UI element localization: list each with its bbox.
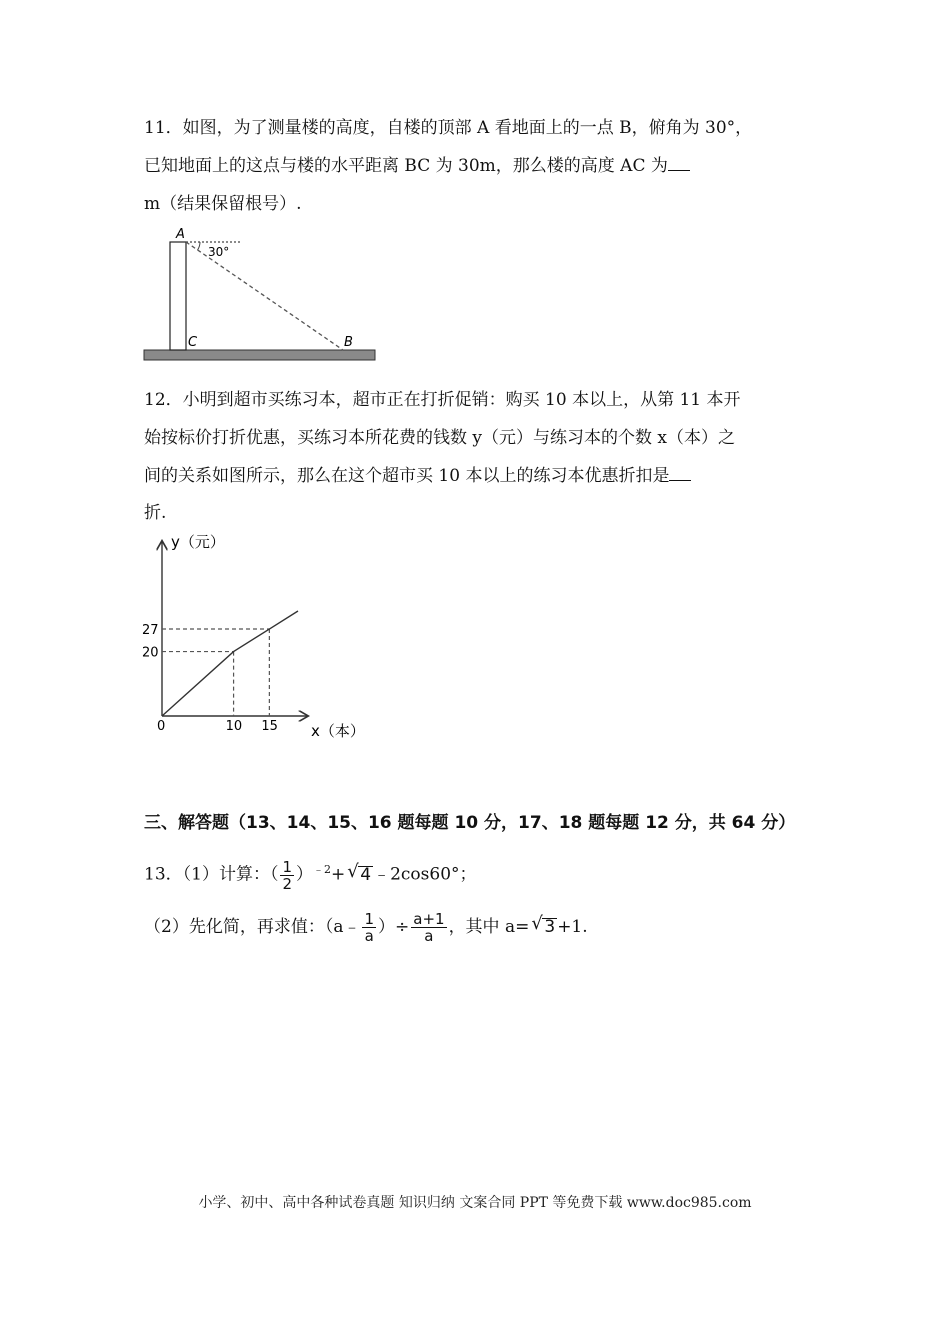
label-a: A: [176, 227, 185, 242]
q12-answer-blank: [669, 466, 691, 481]
q13-part1: 13．（1）计算：（ $\frac{1}{2}$ ）$^{﹣2}$+ √ 4 ﹣2cos60°；: [144, 850, 477, 890]
building-rect: [170, 242, 186, 350]
y-tick-label-1: 27: [142, 623, 159, 639]
y-tick-label-0: 20: [142, 645, 159, 661]
ground-bar: [144, 350, 375, 360]
label-b: B: [344, 335, 353, 350]
label-c: C: [188, 335, 198, 350]
section-3-title: 三、解答题（13、14、15、16 题每题 10 分，17、18 题每题 12 分，共 64 分）: [144, 813, 796, 833]
fraction-one-half: $\frac{1}{2}$: [282, 857, 292, 893]
fraction-one-over-a: $\frac{1}{a}$: [364, 910, 374, 945]
origin-label: 0: [157, 719, 166, 734]
q11-building-figure: [140, 224, 380, 366]
q12-line1: 12．小明到超市买练习本，超市正在打折促销：购买 10 本以上，从第 11 本开: [144, 390, 741, 410]
q11-line3: m（结果保留根号）.: [144, 194, 302, 214]
q12-line4: 折.: [144, 503, 167, 523]
x-axis-label: x（本）: [311, 722, 365, 740]
x-tick-label-1: 15: [261, 719, 278, 734]
q12-graph: [135, 528, 385, 748]
fraction-a-plus-1-over-a: $\frac{a+1}{a}$: [413, 910, 445, 945]
series-line: [162, 611, 298, 716]
y-axis-label: y（元）: [171, 533, 225, 551]
q11-line2: 已知地面上的这点与楼的水平距离 BC 为 30m，那么楼的高度 AC 为: [144, 156, 690, 176]
q13-part2: （2）先化简，再求值：（a﹣ $\frac{1}{a}$ ）÷ $\frac{a+1}{a}$ ，其中 a= √ 3 +1.: [144, 906, 588, 948]
angle-label: 30°: [208, 245, 230, 259]
page-footer: 小学、初中、高中各种试卷真题 知识归纳 文案合同 PPT 等免费下载 www.doc985.com: [198, 1195, 752, 1211]
sqrt-3: √ 3: [531, 913, 556, 937]
angle-arc: [198, 242, 201, 250]
q12-line3: 间的关系如图所示，那么在这个超市买 10 本以上的练习本优惠折扣是: [144, 466, 691, 486]
q11-line1: 11．如图，为了测量楼的高度，自楼的顶部 A 看地面上的一点 B，俯角为 30°，: [144, 118, 753, 138]
x-tick-label-0: 10: [225, 719, 243, 734]
q11-answer-blank: [668, 156, 690, 171]
sqrt-4: √ 4: [347, 860, 372, 885]
q12-line2: 始按标价打折优惠，买练习本所花费的钱数 y（元）与练习本的个数 x（本）之: [144, 428, 735, 448]
